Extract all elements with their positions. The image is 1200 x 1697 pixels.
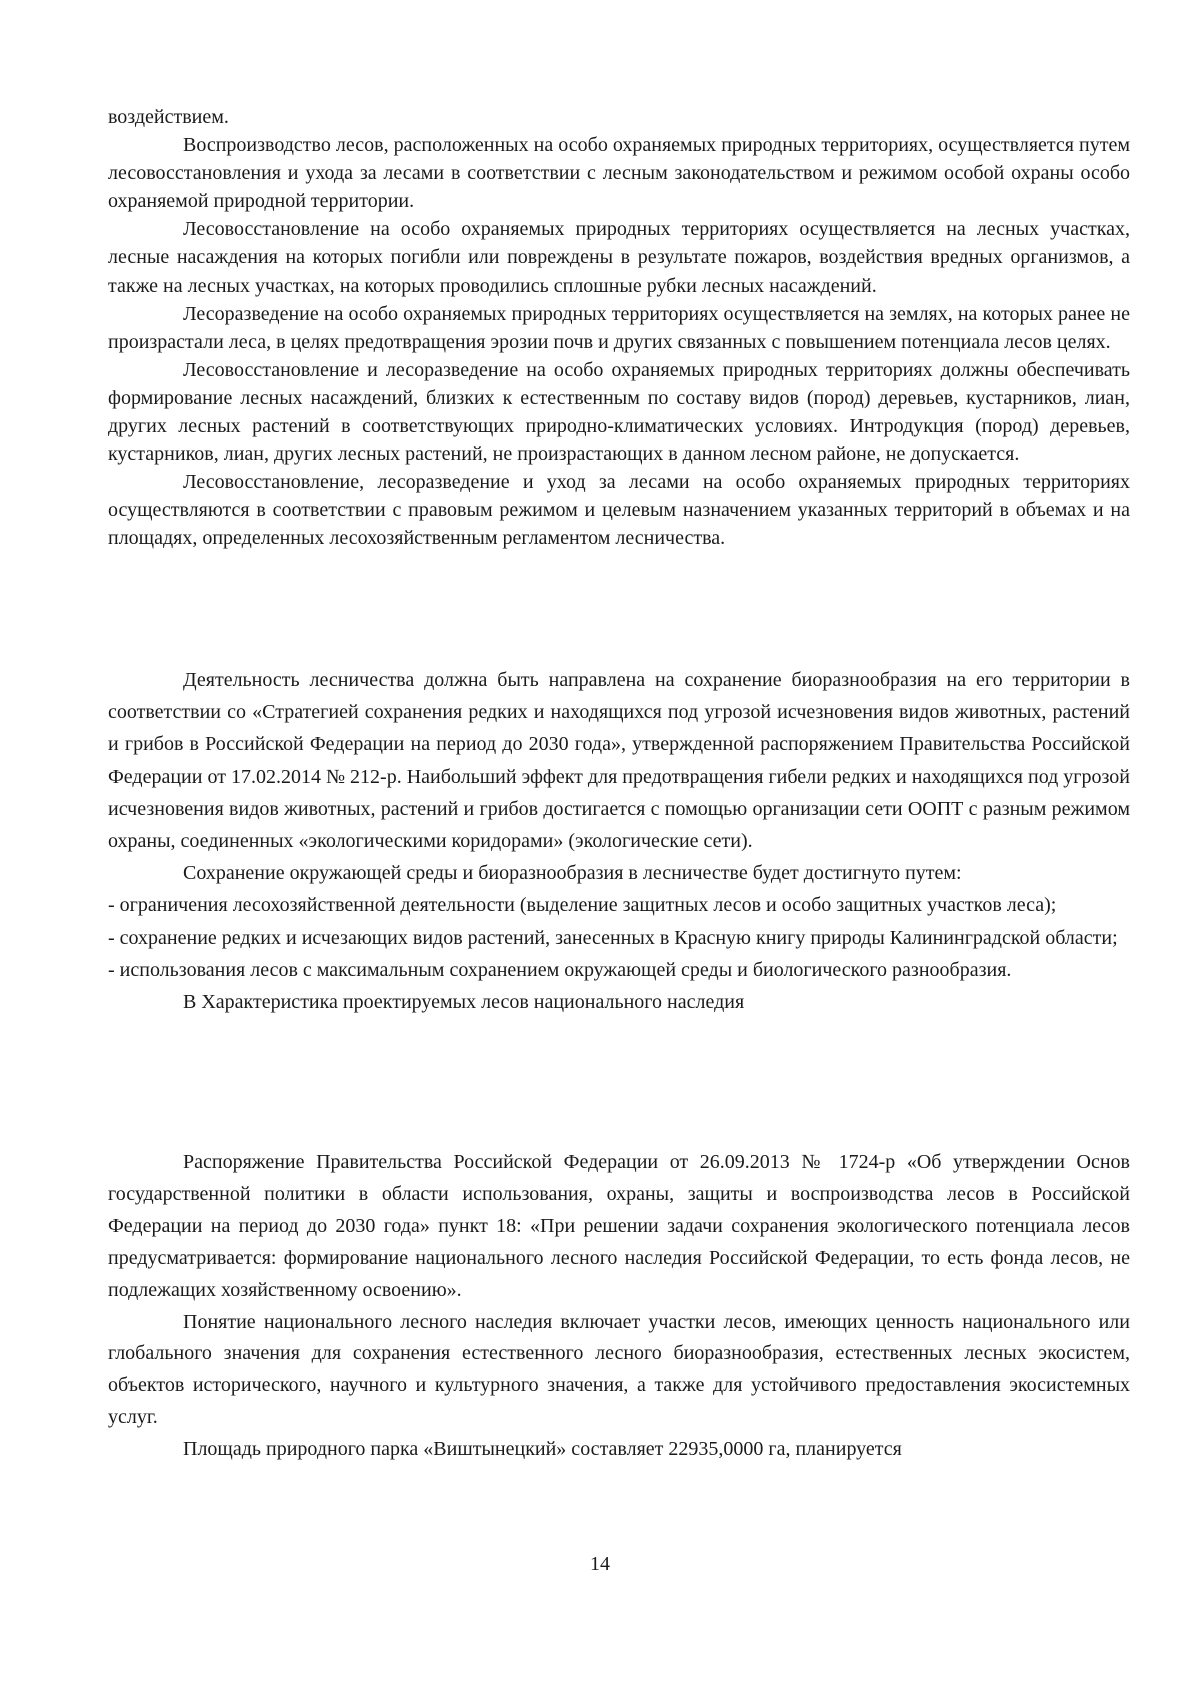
page-number: 14: [590, 1553, 610, 1575]
paragraph-biodiversity-measures: Сохранение окружающей среды и биоразнообразия в лесничестве будет достигнуто путем:: [183, 862, 962, 885]
paragraph-natural-composition: Лесовосстановление и лесоразведение на особо охраняемых природных территориях должны обеспечивать формирование лесных насаждений, близких к естественным по составу видов (пород) деревьев, кустарников, лиан, других лесных растений в соответствующих природно-климатических условиях. Интродукция (пород) деревьев, кустарников, лиан, других лесных растений, не произрастающих в данном лесном районе, не допускается.: [108, 358, 1130, 466]
text-section-biodiversity: [108, 664, 1130, 1018]
paragraph-continuation: воздействием.: [108, 106, 229, 128]
list-item-forest-use: - использования лесов с максимальным сохранением окружающей среды и биологического разнообразия.: [108, 958, 1012, 981]
paragraph-legal-regime: Лесовосстановление, лесоразведение и уход за лесами на особо охраняемых природных территориях осуществляются в соответствии с правовым режимом и целевым назначением указанных территорий в объемах и на площадях, определенных лесохозяйственным регламентом лесничества.: [108, 471, 1130, 550]
paragraph-government-order: Распоряжение Правительства Российской Федерации от 26.09.2013 № 1724-р «Об утверждении Основ государственной политики в области использования, охраны, защиты и воспроизводства лесов в Российской Федерации на период до 2030 года» пункт 18: «При решении задачи сохранения экологического потенциала лесов предусматривается: формирование национального лесного наследия Российской Федерации, то есть фонда лесов, не подлежащих хозяйственному освоению».: [108, 1151, 1130, 1301]
section-heading-national-heritage: В Характеристика проектируемых лесов национального наследия: [183, 991, 745, 1014]
paragraph-afforestation: Лесоразведение на особо охраняемых природных территориях осуществляется на землях, на которых ранее не произрастали леса, в целях предотвращения эрозии почв и других связанных с повышением потенциала лесов целях.: [108, 302, 1130, 353]
list-item-restriction: - ограничения лесохозяйственной деятельности (выделение защитных лесов и особо защитных участков леса);: [108, 894, 1057, 917]
list-item-red-book: - сохранение редких и исчезающих видов растений, занесенных в Красную книгу природы Калининградской области;: [108, 926, 1118, 949]
paragraph-park-area: Площадь природного парка «Виштынецкий» составляет 22935,0000 га, планируется: [183, 1438, 902, 1461]
paragraph-reforestation: Лесовосстановление на особо охраняемых природных территориях осуществляется на лесных участках, лесные насаждения на которых погибли или повреждены в результате пожаров, воздействия вредных организмов, а также на лесных участках, на которых проводились сплошные рубки лесных насаждений.: [108, 218, 1130, 297]
paragraph-heritage-concept: Понятие национального лесного наследия включает участки лесов, имеющих ценность национального или глобального значения для сохранения естественного лесного биоразнообразия, естественных лесных экосистем, объектов исторического, научного и культурного значения, а также для устойчивого предоставления экосистемных услуг.: [108, 1310, 1130, 1429]
paragraph-reproduction: Воспроизводство лесов, расположенных на особо охраняемых природных территориях, осуществляется путем лесовосстановления и ухода за лесами в соответствии с лесным законодательством и режимом особой охраны особо охраняемой природной территории.: [108, 134, 1130, 213]
paragraph-biodiversity-strategy: Деятельность лесничества должна быть направлена на сохранение биоразнообразия на его территории в соответствии со «Стратегией сохранения редких и находящихся под угрозой исчезновения видов животных, растений и грибов в Российской Федерации на период до 2030 года», утвержденной распоряжением Правительства Российской Федерации от 17.02.2014 № 212-р. Наибольший эффект для предотвращения гибели редких и находящихся под угрозой исчезновения видов животных, растений и грибов достигается с помощью организации сети ООПТ с разным режимом охраны, соединенных «экологическими коридорами» (экологические сети).: [108, 669, 1130, 853]
text-section-forest-reproduction: [108, 103, 1130, 553]
text-section-national-heritage: [108, 1147, 1130, 1466]
